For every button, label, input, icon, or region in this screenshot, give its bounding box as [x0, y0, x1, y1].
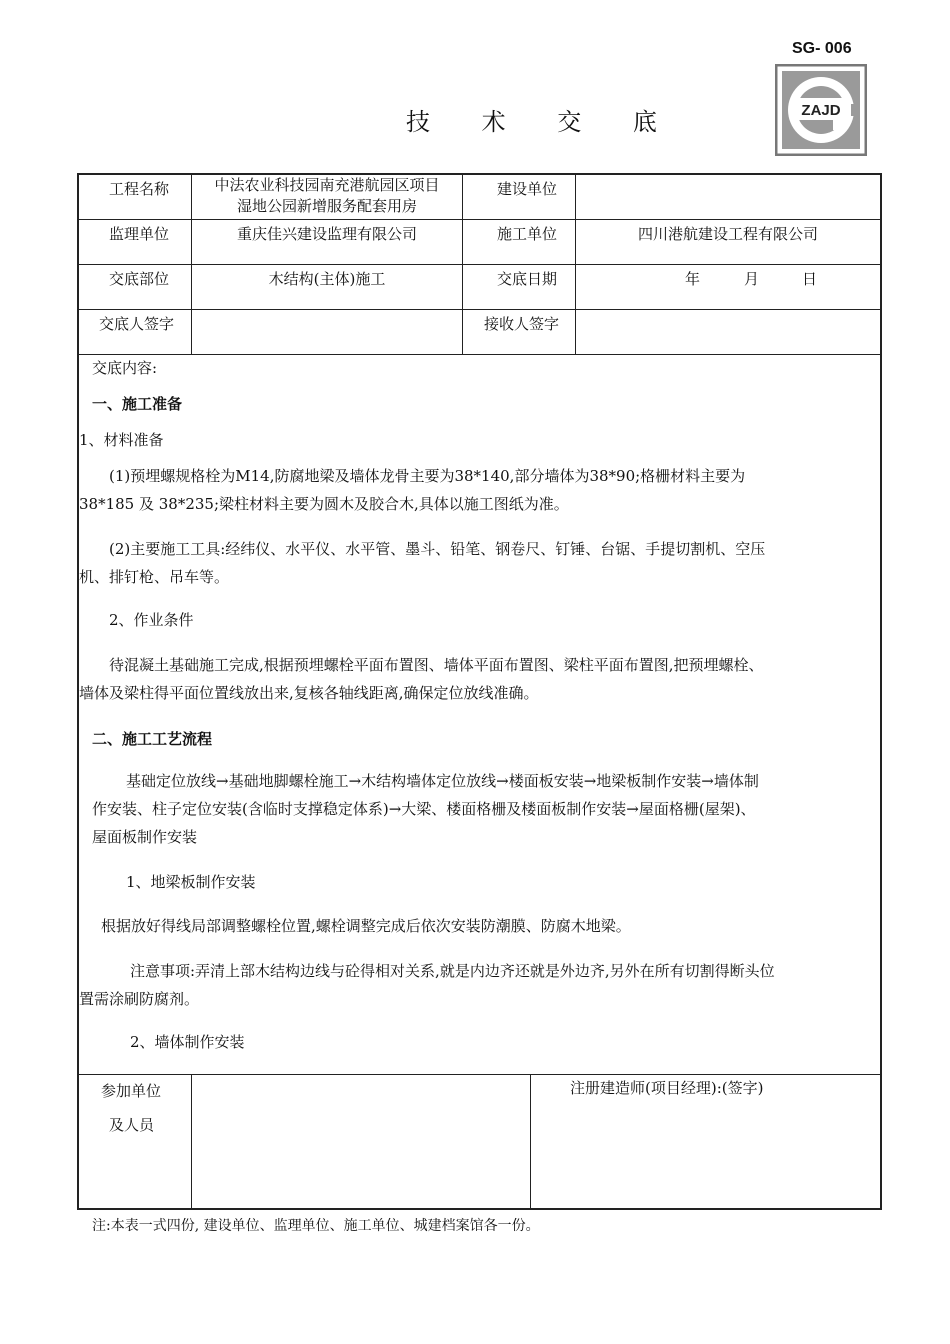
part-label: 交底部位	[109, 270, 170, 288]
process-flow-paragraph: 基础定位放线→基础地脚螺栓施工→木结构墙体定位放线→楼面板安装→地梁板制作安装→墙体制 作安装、柱子定位安装(含临时支撑稳定体系)→大梁、楼面格栅及楼面板制作安装→屋面格栅(屋架)、 屋面板制作安装	[92, 772, 759, 846]
date-month: 月	[744, 270, 760, 288]
section-1-1-heading: 1、材料准备	[79, 431, 164, 449]
engineer-sign-label: 注册建造师(项目经理):(签字)	[570, 1079, 764, 1097]
section-2-1-heading: 1、地梁板制作安装	[126, 873, 256, 891]
date-day: 日	[802, 270, 818, 288]
section-1-heading: 一、施工准备	[92, 395, 183, 413]
section-2-heading: 二、施工工艺流程	[92, 730, 213, 748]
conditions-paragraph: 待混凝土基础施工完成,根据预埋螺栓平面布置图、墙体平面布置图、梁柱平面布置图,把预埋螺栓、 墙体及梁柱得平面位置线放出来,复核各轴线距离,确保定位放线准确。	[79, 656, 764, 702]
content-intro: 交底内容:	[92, 359, 158, 377]
contractor-label: 施工单位	[497, 225, 558, 243]
notes-paragraph: 注意事项:弄清上部木结构边线与砼得相对关系,就是内边齐还就是外边齐,另外在所有切割得断头位 置需涂刷防腐剂。	[79, 962, 775, 1008]
materials-paragraph: (1)预埋螺规格栓为M14,防腐地梁及墙体龙骨主要为38*140,部分墙体为38*90;格栅材料主要为 38*185 及 38*235;梁柱材料主要为圆木及胶合木,具体以施工图纸为准。	[79, 467, 746, 513]
project-name-value: 中法农业科技园南充港航园区项目 湿地公园新增服务配套用房	[214, 176, 440, 215]
part-value: 木结构(主体)施工	[268, 270, 386, 288]
form-code: SG- 006	[792, 40, 852, 57]
date-label: 交底日期	[497, 270, 558, 288]
project-name-label: 工程名称	[109, 180, 170, 198]
receiver-sign-label: 接收人签字	[484, 315, 560, 333]
footer-note: 注:本表一式四份, 建设单位、监理单位、施工单位、城建档案馆各一份。	[92, 1218, 540, 1234]
section-1-2-heading: 2、作业条件	[109, 611, 194, 629]
builder-label: 建设单位	[497, 180, 558, 198]
logo-text: ZAJD	[801, 102, 841, 119]
company-logo	[775, 64, 867, 156]
contractor-value: 四川港航建设工程有限公司	[637, 225, 818, 243]
discloser-sign-label: 交底人签字	[99, 315, 175, 333]
page-title: 技 术 交 底	[406, 108, 679, 136]
section-2-2-heading: 2、墙体制作安装	[130, 1033, 245, 1051]
tools-paragraph: (2)主要施工工具:经纬仪、水平仪、水平管、墨斗、铅笔、钢卷尺、钉锤、台锯、手提切割机、空压 机、排钉枪、吊车等。	[79, 540, 766, 586]
supervisor-label: 监理单位	[109, 225, 170, 243]
ground-beam-paragraph: 根据放好得线局部调整螺栓位置,螺栓调整完成后依次安装防潮膜、防腐木地梁。	[101, 917, 631, 935]
date-year: 年	[685, 270, 701, 288]
participants-label: 参加单位 及人员	[101, 1082, 162, 1134]
supervisor-value: 重庆佳兴建设监理有限公司	[236, 225, 417, 243]
